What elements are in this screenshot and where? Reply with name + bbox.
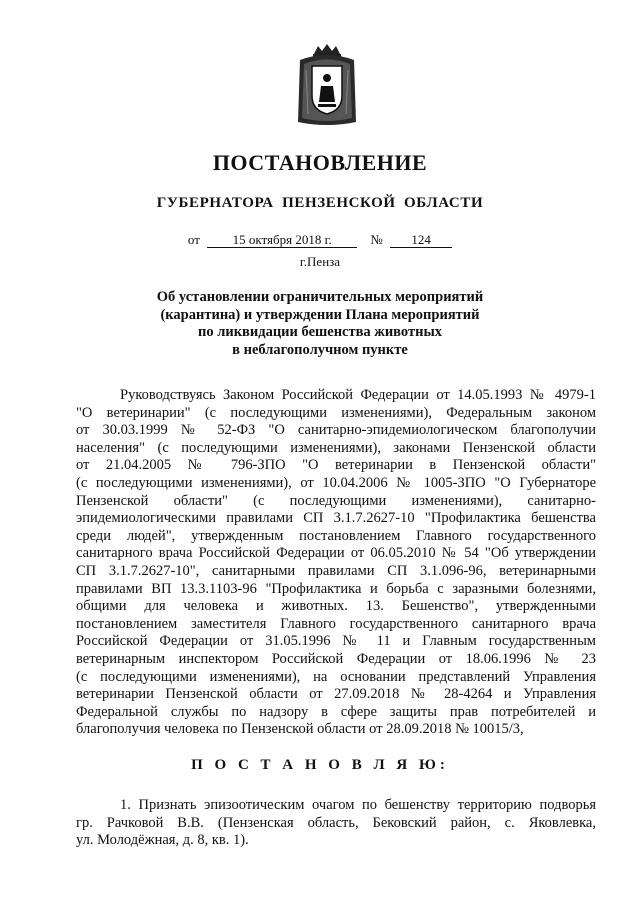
preamble-line: от 21.04.2005 № 796-ЗПО "О ветеринарии в Пензенской области" [76, 457, 596, 474]
point-line: ул. Молодёжная, д. 8, кв. 1). [76, 832, 249, 849]
issuer-subtitle: ГУБЕРНАТОРА ПЕНЗЕНСКОЙ ОБЛАСТИ [156, 195, 484, 211]
preamble-line: Федеральной службы по надзору в сфере защиты прав потребителей и [76, 703, 596, 720]
point-line: гр. Рачковой В.В. (Пензенская область, Бековский район, с. Яковлевка, [76, 814, 596, 831]
preamble-line: от 30.03.1999 № 52-ФЗ "О санитарно-эпидемиологическом благополучии [76, 422, 596, 439]
document-number: 124 [390, 232, 452, 248]
preamble-line: правилами ВП 13.3.1103-96 "Профилактика и борьба с заразными болезнями, [76, 580, 596, 597]
decree-point-1 [76, 797, 596, 850]
preamble-paragraph [76, 387, 596, 739]
issue-city: г.Пенза [299, 254, 341, 269]
subject-line: по ликвидации бешенства животных [197, 324, 443, 340]
preamble-line: среди людей", утвержденным постановлением Главного государственного [76, 527, 596, 544]
subject-line: в неблагополучном пункте [232, 341, 408, 358]
preamble-line: Пензенской области" (с последующими изменениями), санитарно- [76, 492, 596, 509]
preamble-line: ветеринарным инспектором Российской Федерации от 18.06.1996 № 23 [76, 650, 596, 667]
date-prefix: от [187, 232, 200, 247]
document-subject [0, 289, 640, 359]
number-prefix: № [370, 232, 383, 247]
preamble-line: населения" (с последующими изменениями), законами Пензенской области [76, 439, 596, 456]
decree-heading: П О С Т А Н О В Л Я Ю: [191, 757, 449, 773]
point-line: 1. Признать эпизоотическим очагом по бешенству территорию подворья [120, 797, 596, 813]
preamble-line: санитарного врача Российской Федерации от 06.05.2010 № 54 "Об утверждении [76, 545, 596, 562]
preamble-line: (с последующими изменениями), на основании представлений Управления [76, 668, 596, 685]
coat-of-arms-icon [294, 42, 360, 128]
document-title: ПОСТАНОВЛЕНИЕ [212, 150, 428, 175]
preamble-line: эпидемиологическими правилами СП 3.1.7.2627-10 "Профилактика бешенства [76, 510, 596, 527]
preamble-line: (с последующими изменениями), от 10.04.2006 № 1005-ЗПО "О Губернаторе [76, 474, 596, 491]
subject-line: (карантина) и утверждении Плана мероприятий [160, 306, 480, 323]
preamble-line: СП 3.1.7.2627-10", санитарными правилами СП 3.1.096-96, ветеринарными [76, 562, 596, 579]
preamble-line: общими для человека и животных. 13. Бешенство", утвержденными [76, 598, 596, 615]
document-date: 15 октября 2018 г. [207, 232, 357, 248]
preamble-line: благополучия человека по Пензенской области от 28.09.2018 № 10015/3, [76, 721, 524, 738]
preamble-line: Российской Федерации от 31.05.1996 № 11 и Главным государственным [76, 633, 596, 650]
preamble-line: ветеринарии Пензенской области от 27.09.2018 № 28-4264 и Управления [76, 686, 596, 703]
date-number-line [0, 232, 640, 248]
subject-line: Об установлении ограничительных мероприятий [156, 289, 484, 305]
preamble-line: Руководствуясь Законом Российской Федерации от 14.05.1993 № 4979-1 [120, 387, 596, 403]
preamble-line: "О ветеринарии" (с последующими изменениями), Федеральным законом [76, 404, 596, 421]
preamble-line: постановлением заместителя Главного государственного санитарного врача [76, 615, 596, 632]
